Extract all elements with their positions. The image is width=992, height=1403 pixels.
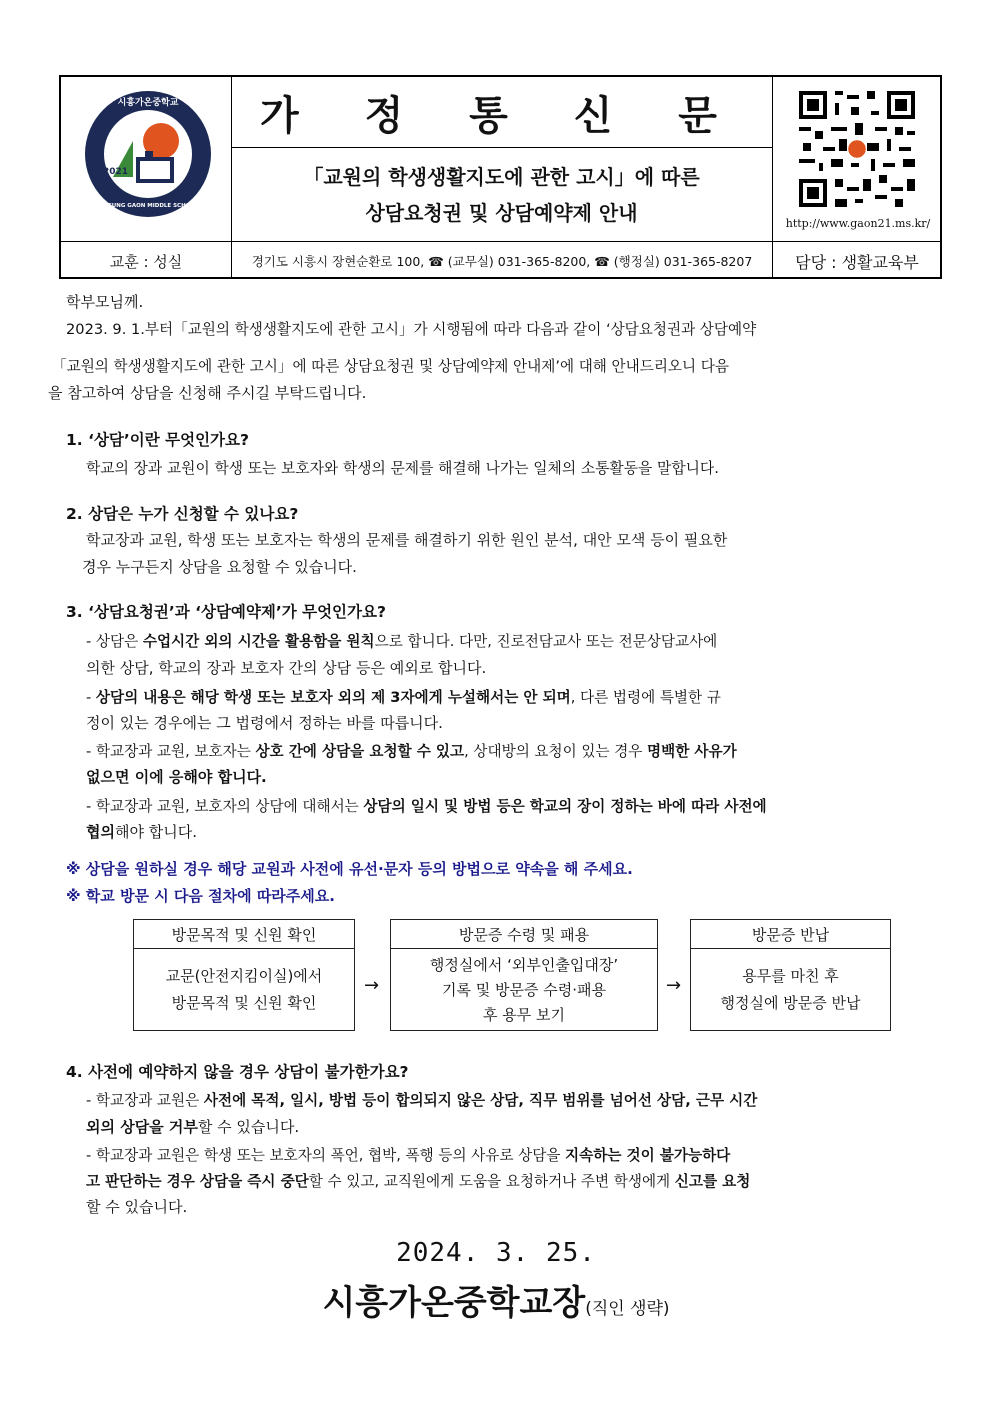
logo-text-top: 시흥가온중학교: [117, 98, 179, 108]
department: 담당 : 생활교육부: [795, 252, 919, 272]
section4-bullet2-line2: 고 판단하는 경우 상담을 즉시 중단할 수 있고, 교직원에게 도움을 요청하거나 주변 학생에게 신고를 요청: [86, 1173, 751, 1190]
section3-bullet1-line2: 의한 상담, 학교의 장과 보호자 간의 상담 등은 예외로 합니다.: [86, 659, 487, 677]
seal-note: (직인 생략): [585, 1299, 670, 1319]
header-table: [59, 75, 942, 279]
section3-bullet2-line2: 정이 있는 경우에는 그 법령에서 정하는 바를 따릅니다.: [86, 714, 443, 732]
flow-step3-line2: 행정실에 방문증 반납: [720, 994, 861, 1012]
school-url[interactable]: http://www.gaon21.ms.kr/: [785, 217, 931, 230]
qr-code[interactable]: [795, 87, 919, 211]
section2-line2: 경우 누구든지 상담을 요청할 수 있습니다.: [82, 558, 357, 576]
flow-step3-line1: 용무를 마친 후: [742, 967, 839, 985]
page-title: 가 정 통 신 문: [260, 91, 743, 139]
note-visit-procedure: ※ 학교 방문 시 다음 절차에 따라주세요.: [66, 887, 335, 905]
intro-line2: 「교원의 학생생활지도에 관한 고시」에 따른 상담요청권 및 상담예약제 안내제’에 대해 안내드리오니 다음: [52, 358, 729, 375]
flow-step1-line2: 방문목적 및 신원 확인: [171, 994, 317, 1012]
greeting: 학부모님께.: [66, 293, 144, 311]
note-appointment: ※ 상담을 원하실 경우 해당 교원과 사전에 유선·문자 등의 방법으로 약속을 해 주세요.: [66, 860, 633, 878]
intro-line1: 2023. 9. 1.부터「교원의 학생생활지도에 관한 고시」가 시행됨에 따라 다음과 같이 ‘상담요청권과 상담예약: [66, 321, 757, 338]
section4-bullet1-line2: 외의 상담을 거부할 수 있습니다.: [86, 1118, 300, 1136]
section1-text: 학교의 장과 교원이 학생 또는 보호자와 학생의 문제를 해결해 나가는 일체의 소통활동을 말합니다.: [86, 460, 719, 477]
intro-line3: 을 참고하여 상담을 신청해 주시길 부탁드립니다.: [48, 384, 367, 402]
flow-step3: [690, 919, 891, 1031]
section3-heading: 3. ‘상담요청권’과 ‘상담예약제’가 무엇인가요?: [66, 603, 386, 621]
flow-step3-title: 방문증 반납: [691, 920, 890, 949]
section2-heading: 2. 상담은 누가 신청할 수 있나요?: [66, 505, 299, 523]
flow-step1: [133, 919, 355, 1031]
subtitle-line1: 「교원의 학생생활지도에 관한 고시」에 따른: [303, 165, 700, 189]
school-address: 경기도 시흥시 장현순환로 100, ☎ (교무실) 031-365-8200, ☎ (행정실) 031-365-8207: [251, 254, 753, 269]
school-logo: [83, 89, 213, 219]
subtitle: [231, 149, 772, 241]
section4-bullet2: - 학교장과 교원은 학생 또는 보호자의 폭언, 협박, 폭행 등의 사유로 상담을 지속하는 것이 불가능하다: [86, 1147, 731, 1164]
section3-bullet2: - 상담의 내용은 해당 학생 또는 보호자 외의 제 3자에게 누설해서는 안 되며, 다른 법령에 특별한 규: [86, 689, 721, 706]
flow-step2-title: 방문증 수령 및 패용: [391, 920, 657, 949]
section4-heading: 4. 사전에 예약하지 않을 경우 상담이 불가한가요?: [66, 1063, 409, 1081]
signer: [0, 1275, 992, 1324]
flow-step1-line1: 교문(안전지킴이실)에서: [165, 967, 323, 985]
section3-bullet1: - 상담은 수업시간 외의 시간을 활용함을 원칙으로 합니다. 다만, 진로전담교사 또는 전문상담교사에: [86, 633, 718, 650]
issue-date: 2024. 3. 25.: [396, 1238, 596, 1268]
section4-bullet2-line3: 할 수 있습니다.: [86, 1198, 188, 1216]
flow-step2-line1: 행정실에서 ‘외부인출입대장’: [429, 955, 619, 974]
section3-bullet3: - 학교장과 교원, 보호자는 상호 간에 상담을 요청할 수 있고, 상대방의 요청이 있는 경우 명백한 사유가: [86, 743, 737, 760]
flow-arrow-2: →: [666, 975, 682, 996]
logo-text-bottom: SIHEUNG GAON MIDDLE SCHOOL: [97, 203, 199, 209]
flow-step1-title: 방문목적 및 신원 확인: [134, 920, 354, 949]
section1-heading: 1. ‘상담’이란 무엇인가요?: [66, 431, 249, 449]
flow-step2-line3: 후 용무 보기: [483, 1005, 565, 1024]
section3-bullet4: - 학교장과 교원, 보호자의 상담에 대해서는 상담의 일시 및 방법 등은 학교의 장이 정하는 바에 따라 사전에: [86, 798, 767, 815]
section2-line1: 학교장과 교원, 학생 또는 보호자는 학생의 문제를 해결하기 위한 원인 분석, 대안 모색 등이 필요한: [86, 531, 728, 549]
flow-step2-line2: 기록 및 방문증 수령·패용: [442, 980, 606, 999]
logo-year: 2021: [103, 167, 129, 177]
subtitle-line2: 상담요청권 및 상담예약제 안내: [365, 201, 638, 225]
section3-bullet4-line2: 협의해야 합니다.: [86, 823, 197, 841]
section3-bullet3-line2: 없으면 이에 응해야 합니다.: [86, 768, 267, 786]
flow-step2: [390, 919, 658, 1031]
signer-name: 시흥가온중학교장: [322, 1283, 586, 1323]
flow-arrow-1: →: [364, 975, 380, 996]
section4-bullet1: - 학교장과 교원은 사전에 목적, 일시, 방법 등이 합의되지 않은 상담, 직무 범위를 넘어선 상담, 근무 시간: [86, 1092, 758, 1109]
school-motto: 교훈 : 성실: [109, 252, 183, 271]
